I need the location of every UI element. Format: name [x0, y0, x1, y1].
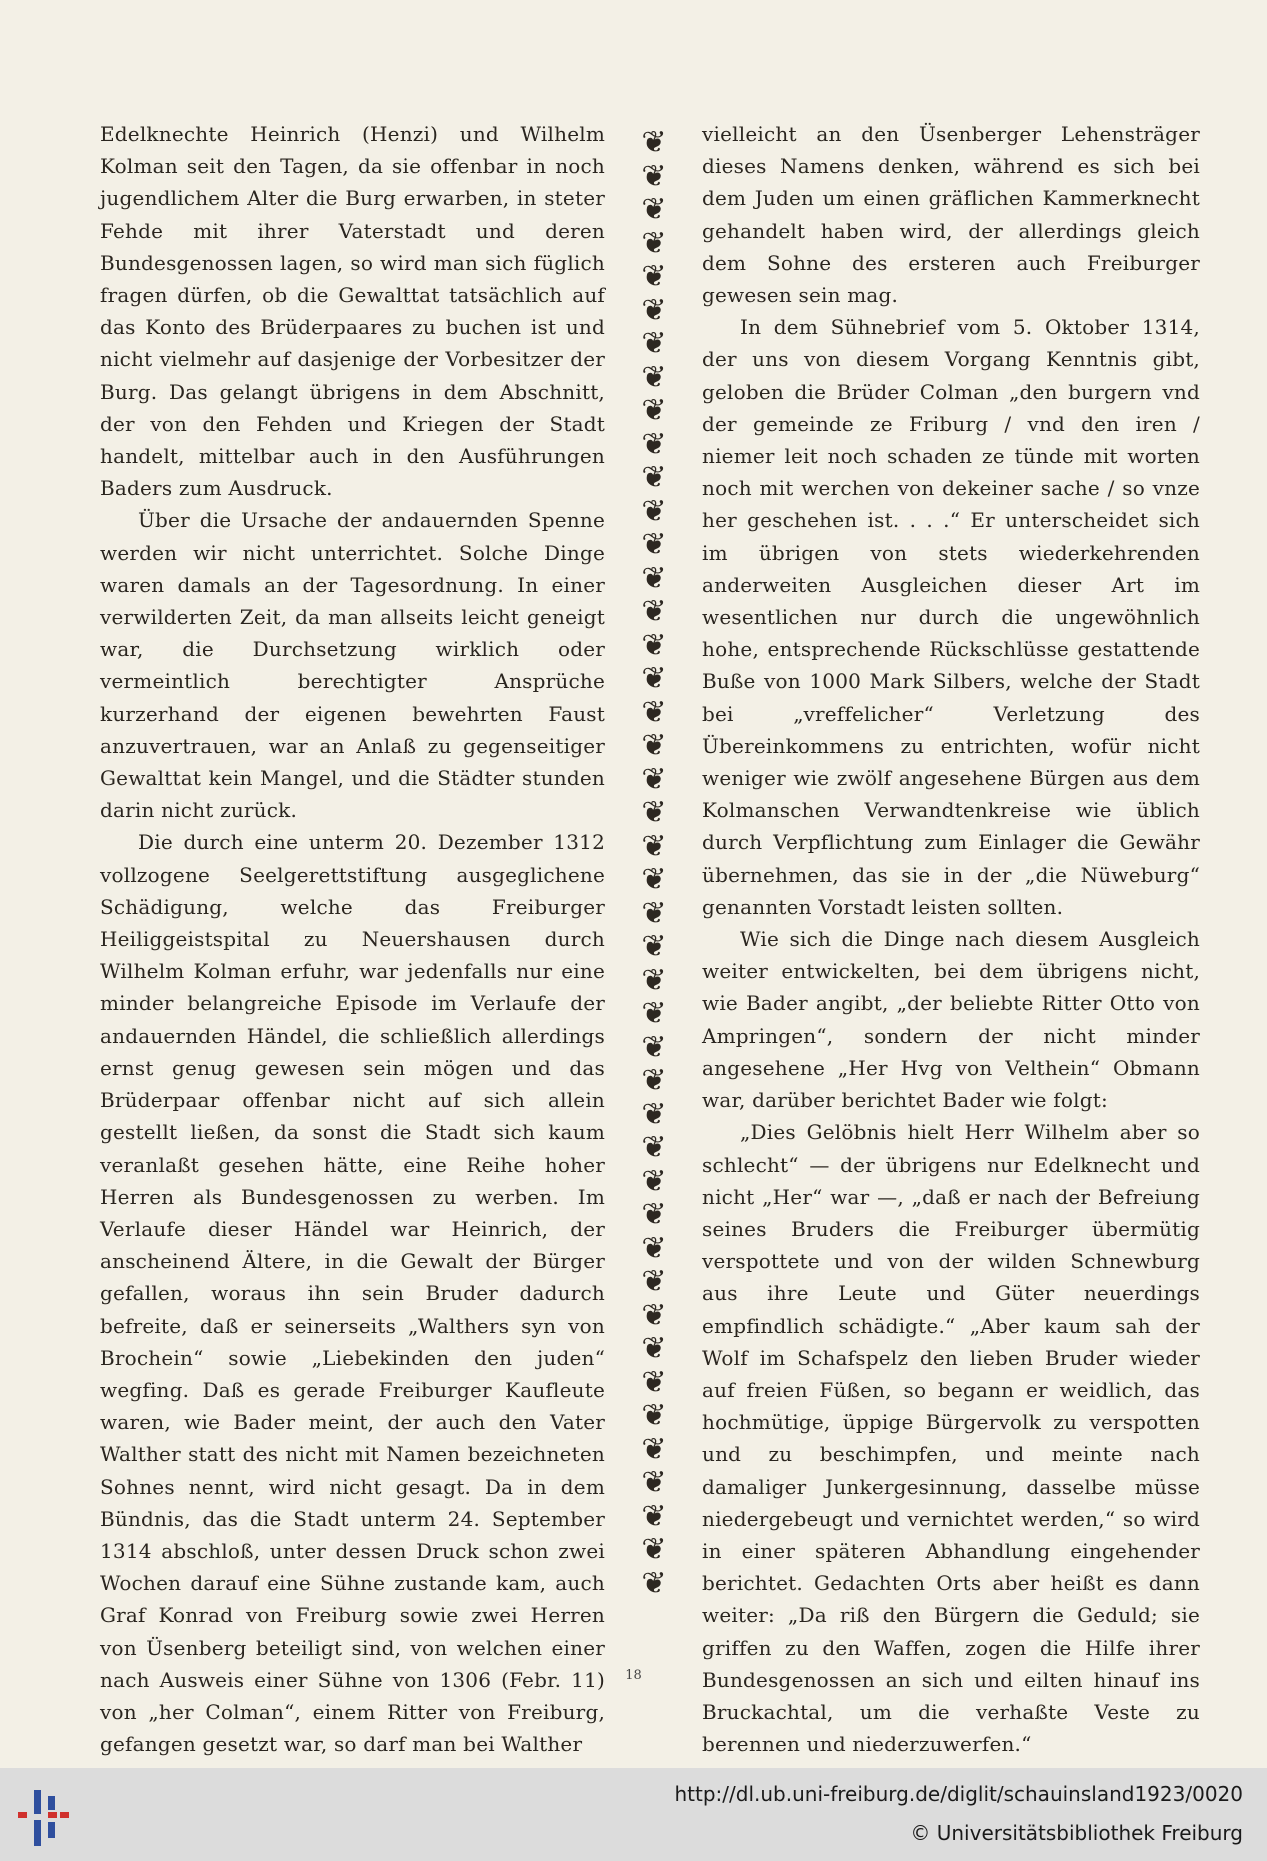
fleuron-ornament-icon: ❦ [641, 259, 667, 294]
fleuron-ornament-icon: ❦ [641, 158, 667, 194]
fleuron-ornament-icon: ❦ [641, 1264, 667, 1299]
fleuron-ornament-icon: ❦ [641, 560, 667, 596]
fleuron-ornament-icon: ❦ [641, 426, 667, 462]
paragraph: Edelknechte Heinrich (Henzi) und Wilhelm Kolman seit den Tagen, da sie offenbar in noch jugendlichem Alter die Burg erwarben, in steter Fehde mit ihrer Vaterstadt und deren Bundesgenossen lagen, so wird man sich füglich fragen dürfen, ob die Gewalttat tatsächlich auf das Konto des Brüderpaares zu buchen ist und nicht vielmehr auf dasjenige der Vorbesitzer der Burg. Das gelangt übrigens in dem Abschnitt, der von den Fehden und Kriegen der Stadt handelt, mittelbar auch in den Ausführungen Baders zum Ausdruck. [100, 122, 605, 501]
fleuron-ornament-icon: ❦ [641, 594, 667, 629]
fleuron-ornament-icon: ❦ [641, 661, 667, 696]
fleuron-ornament-icon: ❦ [641, 527, 667, 562]
fleuron-ornament-icon: ❦ [641, 1431, 667, 1467]
fleuron-ornament-icon: ❦ [641, 1163, 667, 1199]
fleuron-ornament-icon: ❦ [641, 1197, 667, 1232]
fleuron-ornament-icon: ❦ [641, 493, 667, 529]
fleuron-ornament-icon: ❦ [641, 1230, 667, 1266]
fleuron-ornament-icon: ❦ [641, 1029, 667, 1065]
page-number: 18 [625, 1668, 642, 1683]
ornamental-column-divider [634, 126, 674, 1626]
right-text-column [702, 118, 1200, 1760]
paragraph: Über die Ursache der andauernden Spenne werden wir nicht unterrichtet. Solche Dinge waren damals an der Tagesordnung. In einer verwilderten Zeit, da man allseits leicht geneigt war, die Durchsetzung wirklich oder vermeintlich berechtigter Ansprüche kurzerhand der eigenen bewehrten Faust anzuvertrauen, war an Anlaß zu gegenseitiger Gewalttat kein Mangel, und die Städter stunden darin nicht zurück. [100, 508, 605, 823]
fleuron-ornament-icon: ❦ [641, 359, 667, 395]
fleuron-ornament-icon: ❦ [641, 1398, 667, 1433]
fleuron-ornament-icon: ❦ [641, 1297, 667, 1333]
fleuron-ornament-icon: ❦ [641, 962, 667, 998]
paragraph: vielleicht an den Üsenberger Lehensträger dieses Namens denken, während es sich bei dem Juden um einen gräflichen Kammerknecht gehandelt haben wird, der allerdings gleich dem Sohne des ersteren auch Freiburger gewesen sein mag. [702, 122, 1200, 308]
fleuron-ornament-icon: ❦ [641, 728, 667, 763]
fleuron-ornament-icon: ❦ [641, 1063, 667, 1098]
fleuron-ornament-icon: ❦ [641, 862, 667, 897]
fleuron-ornament-icon: ❦ [641, 1465, 667, 1500]
paragraph: Die durch eine unterm 20. Dezember 1312 vollzogene Seelgerettstiftung ausgeglichene Schädigung, welche das Freiburger Heiliggeistspital zu Neuershausen durch Wilhelm Kolman erfuhr, war jedenfalls nur eine minder belangreiche Episode im Verlaufe der andauernden Händel, die schließlich allerdings ernst genug gewesen sein mögen und das Brüderpaar offenbar nicht auf sich allein gestellt ließen, da sonst die Stadt sich kaum veranlaßt gesehen hätte, eine Reihe hoher Herren als Bundesgenossen zu werben. Im Verlaufe dieser Händel war Heinrich, der anscheinend Ältere, in die Gewalt der Bürger gefallen, woraus ihn sein Bruder dadurch befreite, daß er seinerseits „Walthers syn von Brochein“ sowie „Liebekinden den juden“ wegfing. Daß es gerade Freiburger Kaufleute waren, wie Bader meint, der auch den Vater Walther statt des nicht mit Namen bezeichneten Sohnes nennt, wird nicht gesagt. Da in dem Bündnis, das die Stadt unterm 24. September 1314 abschloß, unter dessen Druck schon zwei Wochen darauf eine Sühne zustande kam, auch Graf Konrad von Freiburg sowie zwei Herren von Üsenberg beteiligt sind, von welchen einer nach Ausweis einer Sühne von 1306 (Febr. 11) von „her Colman“, einem Ritter von Freiburg, gefangen gesetzt war, so darf man bei Walther [100, 830, 605, 1757]
paragraph: „Dies Gelöbnis hielt Herr Wilhelm aber so schlecht“ — der übrigens nur Edelknecht und nicht „Her“ war —, „daß er nach der Befreiung seines Bruders die Freiburger übermütig verspottete und von der wilden Schnewburg aus ihre Leute und Güter neuerdings empfindlich schädigte.“ „Aber kaum sah der Wolf im Schafspelz den lieben Bruder wieder auf freien Füßen, so begann er weidlich, das hochmütige, üppige Bürgervolk zu verspotten und zu beschimpfen, und meinte nach damaliger Junkergesinnung, dasselbe müsse niedergebeugt und vernichtet werden,“ so wird in einer späteren Abhandlung eingehender berichtet. Gedachten Orts aber heißt es dann weiter: „Da riß den Bürgern die Geduld; sie griffen zu den Waffen, zogen die Hilfe ihrer Bundesgenossen an sich und eilten hinauf ins Bruckachtal, um die verhaßte Veste zu berennen und niederzuwerfen.“ [702, 1120, 1200, 1757]
paragraph: In dem Sühnebrief vom 5. Oktober 1314, der uns von diesem Vorgang Kenntnis gibt, geloben die Brüder Colman „den burgern vnd der gemeinde ze Friburg / vnd den iren / niemer leit noch schaden ze tünde mit worten noch mit werchen von dekeiner sache / so vnze her geschehen ist. . . .“ Er unterscheidet sich im übrigen von stets wiederkehrenden anderweiten Ausgleichen dieser Art im wesentlichen nur durch die ungewöhnlich hohe, entsprechende Rückschlüsse gestattende Buße von 1000 Mark Silbers, welche der Stadt bei „vreffelicher“ Verletzung des Übereinkommens zu entrichten, wofür nicht weniger wie zwölf angesehene Bürgen aus dem Kolmanschen Verwandtenkreise wie üblich durch Verpflichtung zum Einlager die Gewähr übernehmen, das sie in der „die Nüweburg“ genannten Vorstadt leisten sollten. [702, 315, 1200, 919]
fleuron-ornament-icon: ❦ [641, 1565, 667, 1601]
fleuron-ornament-icon: ❦ [641, 627, 667, 663]
fleuron-ornament-icon: ❦ [641, 1130, 667, 1165]
fleuron-ornament-icon: ❦ [641, 895, 667, 931]
fleuron-ornament-icon: ❦ [641, 1532, 667, 1567]
fleuron-ornament-icon: ❦ [641, 326, 667, 361]
copyright-notice: © Universitätsbibliothek Freiburg [910, 1821, 1243, 1845]
fleuron-ornament-icon: ❦ [641, 929, 667, 964]
fleuron-ornament-icon: ❦ [641, 795, 667, 830]
viewer-footer [0, 1768, 1267, 1861]
fleuron-ornament-icon: ❦ [641, 126, 667, 160]
fleuron-ornament-icon: ❦ [641, 192, 667, 227]
fleuron-ornament-icon: ❦ [641, 1498, 667, 1534]
source-url[interactable]: http://dl.ub.uni-freiburg.de/diglit/schauinsland1923/0020 [674, 1782, 1243, 1806]
fleuron-ornament-icon: ❦ [641, 393, 667, 428]
fleuron-ornament-icon: ❦ [641, 996, 667, 1031]
fleuron-ornament-icon: ❦ [641, 225, 667, 261]
fleuron-ornament-icon: ❦ [641, 1364, 667, 1400]
fleuron-ornament-icon: ❦ [641, 460, 667, 495]
library-logo-icon [0, 1768, 90, 1861]
paragraph: Wie sich die Dinge nach diesem Ausgleich weiter entwickelten, bei dem übrigens nicht, wie Bader angibt, „der beliebte Ritter Otto von Ampringen“, sondern der nicht minder angesehene „Her Hvg von Velthein“ Obmann war, darüber berichtet Bader wie folgt: [702, 927, 1200, 1113]
left-text-column [100, 118, 605, 1760]
fleuron-ornament-icon: ❦ [641, 761, 667, 797]
fleuron-ornament-icon: ❦ [641, 292, 667, 328]
fleuron-ornament-icon: ❦ [641, 694, 667, 730]
fleuron-ornament-icon: ❦ [641, 1331, 667, 1366]
fleuron-ornament-icon: ❦ [641, 1096, 667, 1132]
fleuron-ornament-icon: ❦ [641, 828, 667, 864]
